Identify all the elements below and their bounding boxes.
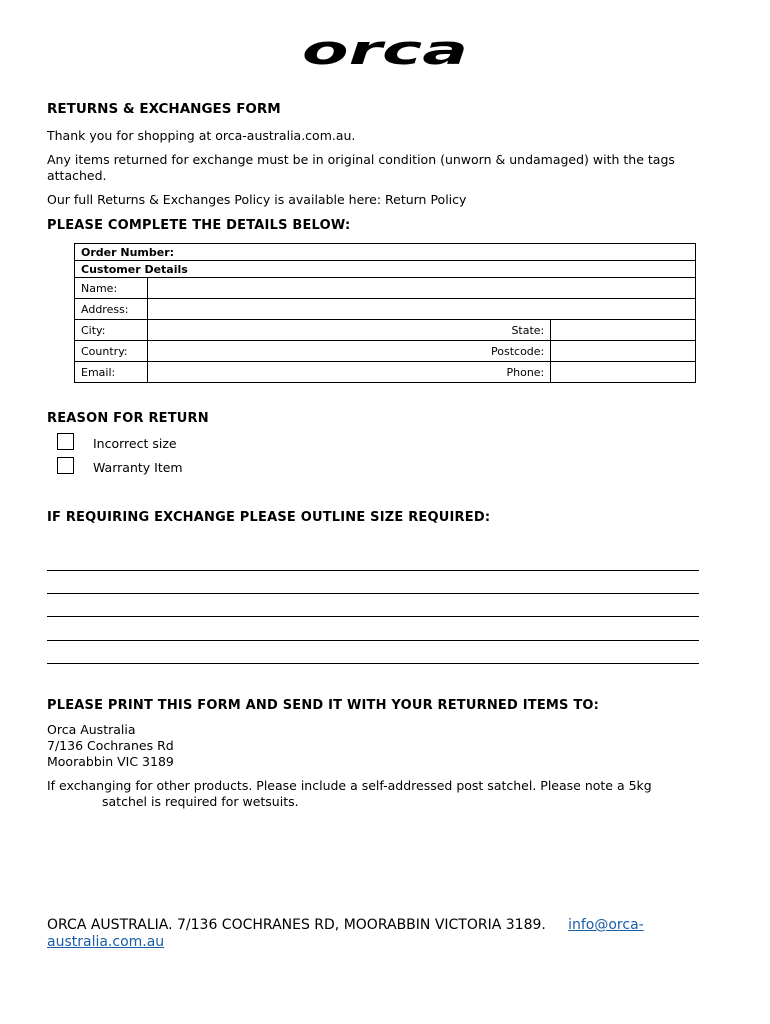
intro-condition: Any items returned for exchange must be in original condition (unworn & undamaged) with the tags attached. xyxy=(47,152,675,183)
customer-details-table xyxy=(74,243,696,383)
details-heading: PLEASE COMPLETE THE DETAILS BELOW: xyxy=(47,218,351,233)
warranty-item-checkbox[interactable] xyxy=(57,457,74,474)
name-label: Name: xyxy=(75,278,148,299)
send-address xyxy=(47,722,174,770)
footer-address: ORCA AUSTRALIA. 7/136 COCHRANES RD, MOORABBIN VICTORIA 3189. xyxy=(47,917,546,933)
country-label: Country: xyxy=(75,341,148,362)
send-heading: PLEASE PRINT THIS FORM AND SEND IT WITH YOUR RETURNED ITEMS TO: xyxy=(47,698,600,713)
orca-logo-text: orca xyxy=(302,36,468,72)
customer-details-label: Customer Details xyxy=(75,261,696,278)
state-label: State: xyxy=(147,320,550,341)
address-line-1: Orca Australia xyxy=(47,722,136,737)
footer-email-link[interactable]: info@orca-australia.com.au xyxy=(47,917,644,950)
size-line-4[interactable] xyxy=(47,640,699,641)
address-label: Address: xyxy=(75,299,148,320)
orca-logo xyxy=(300,36,470,72)
size-line-1[interactable] xyxy=(47,570,699,571)
reason-heading: REASON FOR RETURN xyxy=(47,411,209,426)
exchange-heading: IF REQUIRING EXCHANGE PLEASE OUTLINE SIZE REQUIRED: xyxy=(47,510,491,525)
address-field[interactable] xyxy=(147,299,695,320)
size-line-3[interactable] xyxy=(47,616,699,617)
name-field[interactable] xyxy=(147,278,695,299)
incorrect-size-label: Incorrect size xyxy=(93,436,177,451)
phone-field[interactable] xyxy=(551,362,696,383)
page-title: RETURNS & EXCHANGES FORM xyxy=(47,101,281,117)
order-number-label: Order Number: xyxy=(75,244,696,261)
intro-policy: Our full Returns & Exchanges Policy is available here: Return Policy xyxy=(47,192,467,207)
size-line-5[interactable] xyxy=(47,663,699,664)
satchel-note-line-1: If exchanging for other products. Please include a self-addressed post satchel. Please note a 5kg xyxy=(47,778,652,793)
city-label: City: xyxy=(75,320,148,341)
size-line-2[interactable] xyxy=(47,593,699,594)
address-line-2: 7/136 Cochranes Rd xyxy=(47,738,174,753)
intro-thanks: Thank you for shopping at orca-australia.com.au. xyxy=(47,128,356,143)
address-line-3: Moorabbin VIC 3189 xyxy=(47,754,174,769)
footer xyxy=(47,917,687,951)
email-label: Email: xyxy=(75,362,148,383)
incorrect-size-checkbox[interactable] xyxy=(57,433,74,450)
warranty-item-label: Warranty Item xyxy=(93,460,183,475)
satchel-note-line-2: satchel is required for wetsuits. xyxy=(102,794,299,809)
state-field[interactable] xyxy=(551,320,696,341)
postcode-field[interactable] xyxy=(551,341,696,362)
postcode-label: Postcode: xyxy=(147,341,550,362)
phone-label: Phone: xyxy=(147,362,550,383)
